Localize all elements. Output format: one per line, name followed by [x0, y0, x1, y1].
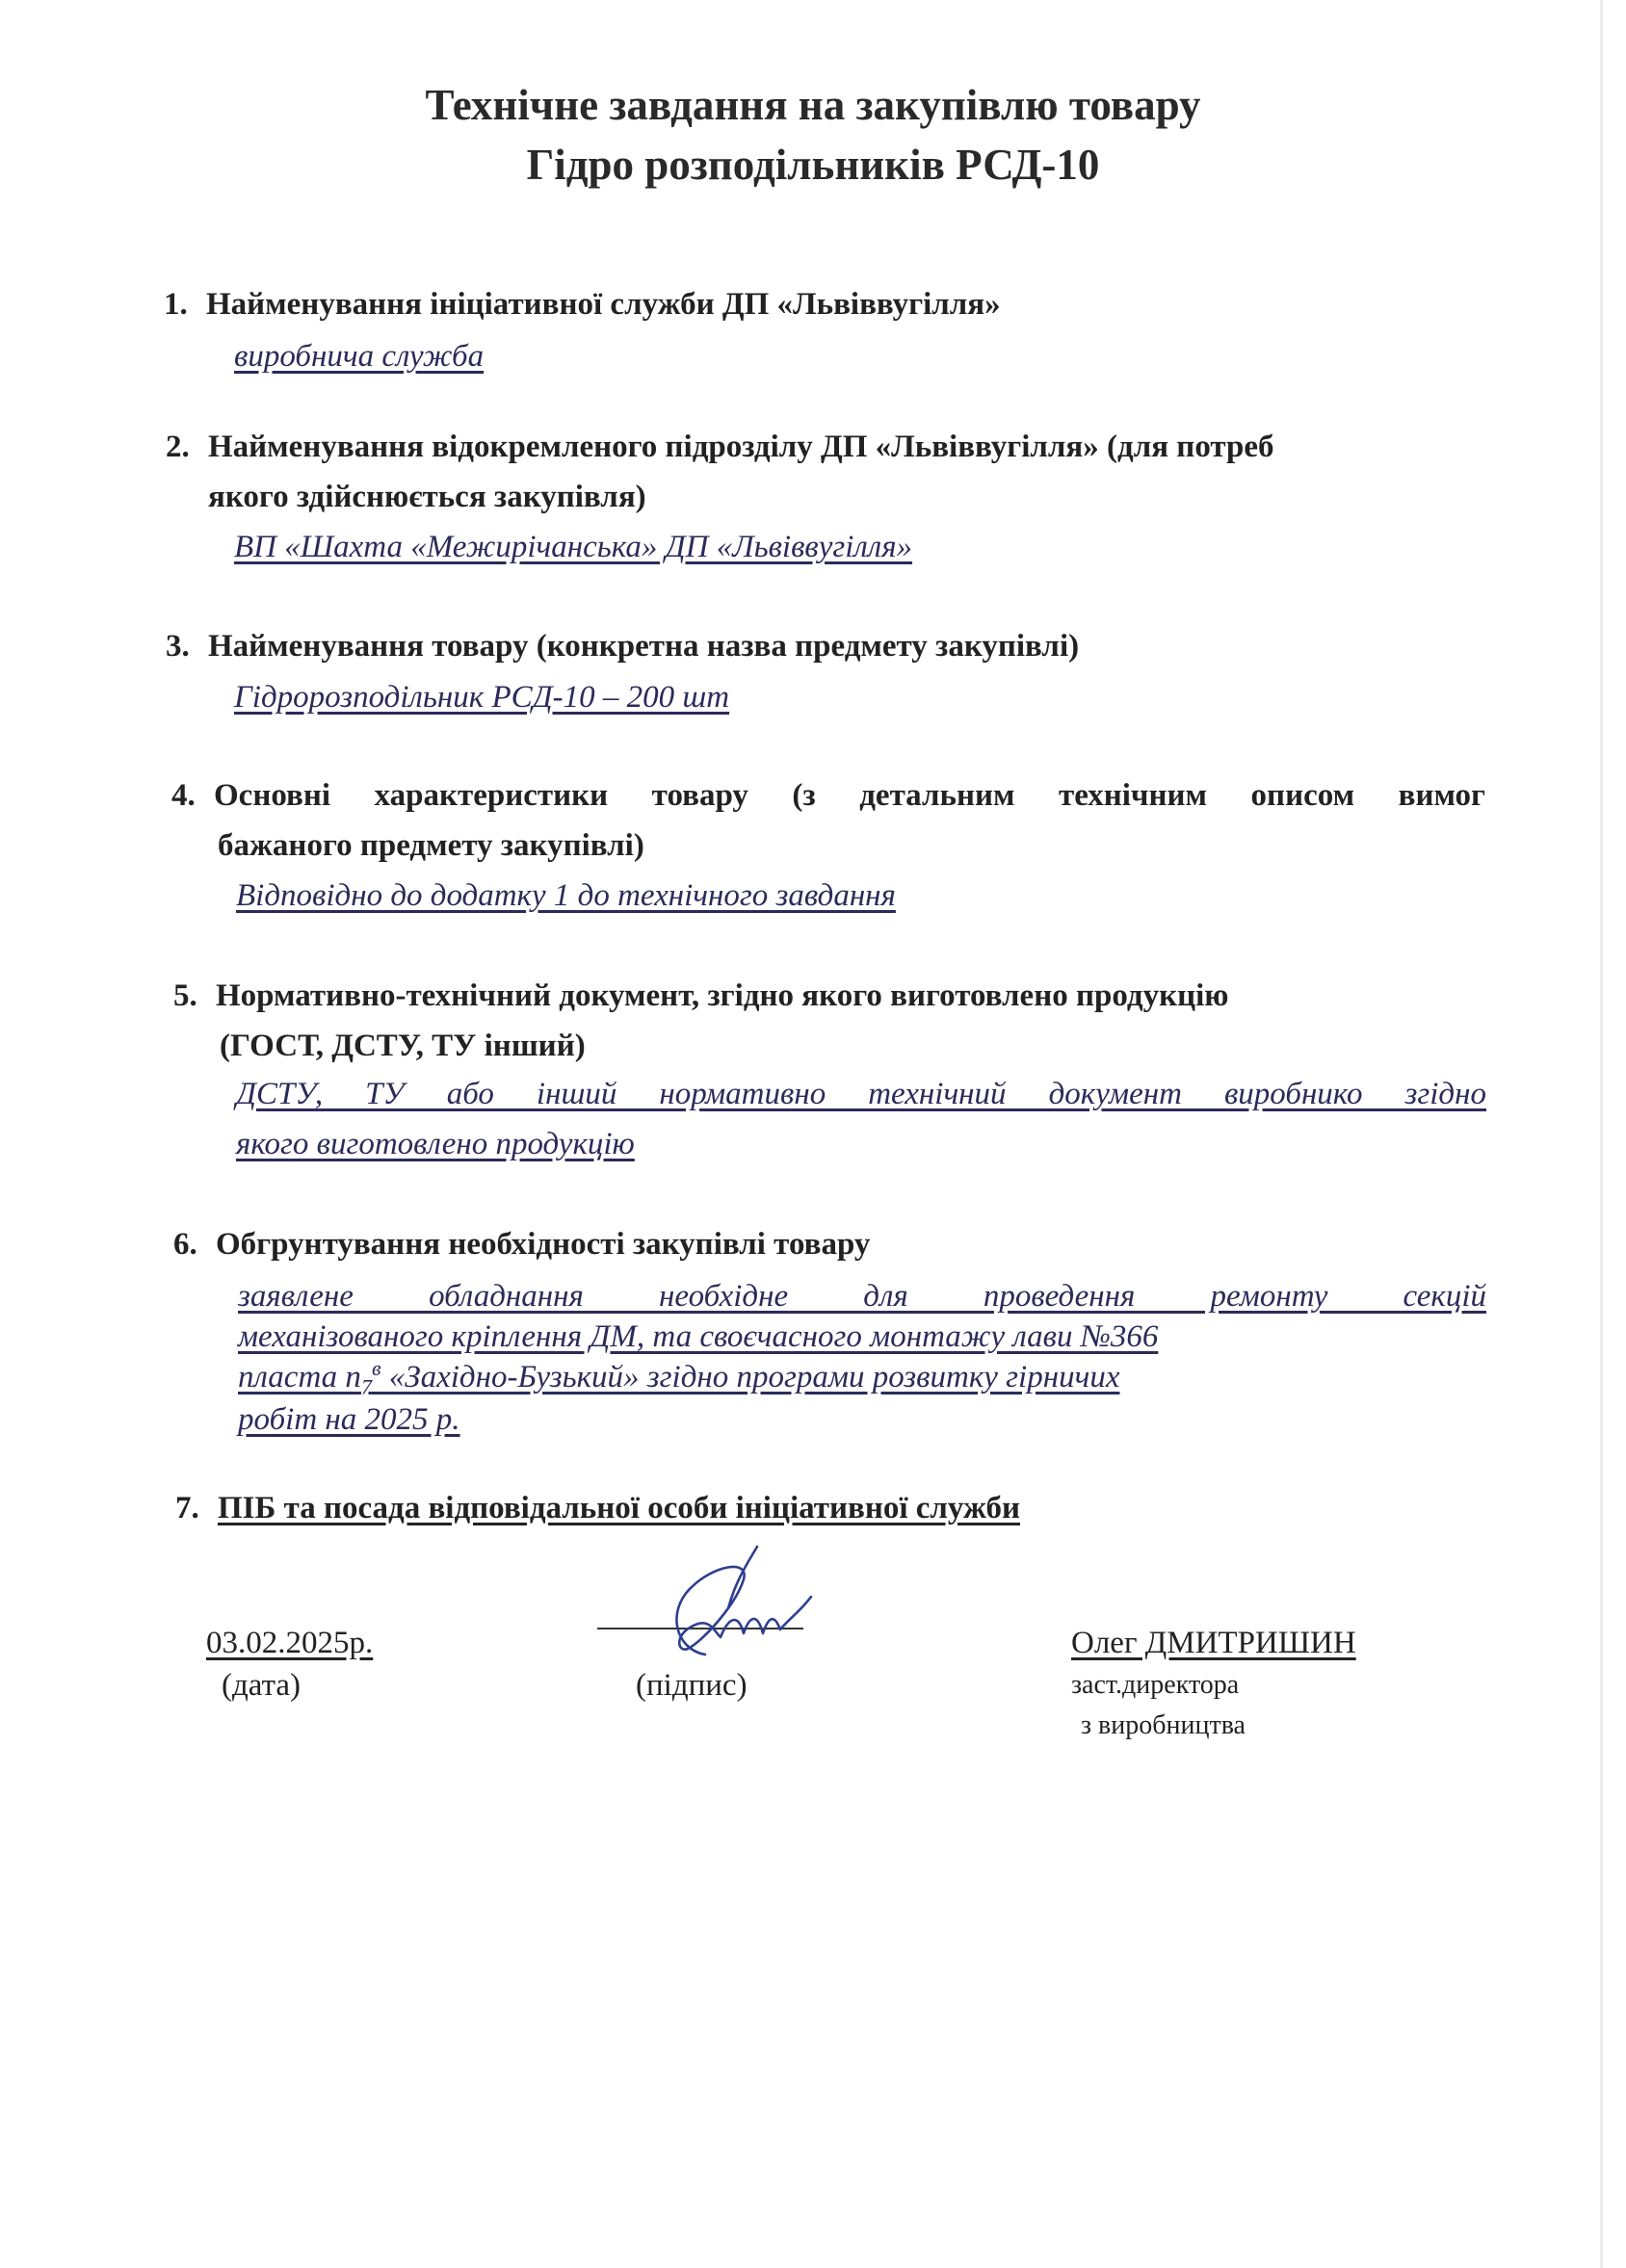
signer-name: Олег ДМИТРИШИН — [1071, 1626, 1356, 1660]
section-5-answer-cont: якого виготовлено продукцію — [236, 1127, 635, 1161]
section-6-answer-line3-sup: в — [371, 1356, 381, 1380]
signer-position-line1: заст.директора — [1071, 1670, 1240, 1700]
section-6-answer: заявлене обладнання необхідне для проведення ремонту секцій — [238, 1279, 1486, 1314]
sign-date-caption: (дата) — [222, 1668, 302, 1703]
signer-position-line2: з виробництва — [1081, 1710, 1246, 1740]
section-7-title-text: ПІБ та посада відповідальної особи ініціативної служби — [218, 1491, 1020, 1525]
sign-date: 03.02.2025р. — [206, 1626, 374, 1660]
section-2-title-cont: якого здійснюється закупівля) — [208, 480, 646, 514]
section-6-answer-line2: механізованого кріплення ДМ, та своєчасного монтажу лави №366 — [238, 1319, 1159, 1354]
section-7-title — [175, 1489, 1020, 1527]
section-4-title-text: Основні характеристики товару (з детальним технічним описом вимог — [214, 778, 1485, 813]
scan-edge — [1600, 0, 1603, 2268]
section-6-answer-line3 — [238, 1356, 1120, 1399]
section-3-title — [166, 627, 1079, 665]
section-1-answer: виробнича служба — [234, 339, 485, 374]
handwritten-signature — [636, 1541, 828, 1666]
section-4-title — [171, 776, 1485, 815]
section-2-answer: ВП «Шахта «Межирічанська» ДП «Львіввугілля» — [234, 530, 913, 564]
doc-title-line1: Технічне завдання на закупівлю товару — [425, 81, 1201, 129]
section-2-title — [166, 428, 1274, 466]
section-1-title-text: Найменування ініціативної служби ДП «Львіввугілля» — [206, 287, 1001, 322]
section-6-number: 6. — [173, 1227, 197, 1262]
section-5-answer: ДСТУ, ТУ або інший нормативно технічний документ виробнико згідно — [236, 1077, 1486, 1111]
section-6-answer-line3-pre: пласта n — [238, 1360, 361, 1395]
section-2-number: 2. — [166, 430, 190, 464]
section-6-answer-line4: робіт на 2025 р. — [238, 1402, 460, 1437]
section-3-answer: Гідророзподільник РСД-10 – 200 шт — [234, 680, 730, 715]
section-5-title — [173, 977, 1229, 1015]
section-6-title — [173, 1225, 870, 1264]
section-4-answer: Відповідно до додатку 1 до технічного завдання — [236, 878, 896, 913]
doc-title-line2: Гідро розподільників РСД-10 — [526, 141, 1100, 189]
section-4-number: 4. — [171, 778, 196, 813]
section-3-number: 3. — [166, 629, 190, 664]
section-1-number: 1. — [164, 287, 188, 322]
section-7-number: 7. — [175, 1491, 199, 1525]
section-5-number: 5. — [173, 978, 197, 1013]
section-6-title-text: Обгрунтування необхідності закупівлі товару — [216, 1227, 871, 1262]
section-6-answer-line3-post: «Західно-Бузький» згідно програми розвитку гірничих — [380, 1360, 1120, 1395]
section-2-title-text: Найменування відокремленого підрозділу ДП «Львіввугілля» (для потреб — [208, 430, 1274, 464]
signature-caption: (підпис) — [636, 1668, 747, 1703]
section-1-title — [164, 285, 1001, 324]
section-5-title-cont: (ГОСТ, ДСТУ, ТУ інший) — [220, 1029, 586, 1063]
section-3-title-text: Найменування товару (конкретна назва предмету закупівлі) — [208, 629, 1080, 664]
section-5-title-text: Нормативно-технічний документ, згідно якого виготовлено продукцію — [216, 978, 1229, 1013]
section-6-answer-line3-sub: 7 — [360, 1374, 372, 1399]
section-4-title-cont: бажаного предмету закупівлі) — [218, 828, 644, 863]
